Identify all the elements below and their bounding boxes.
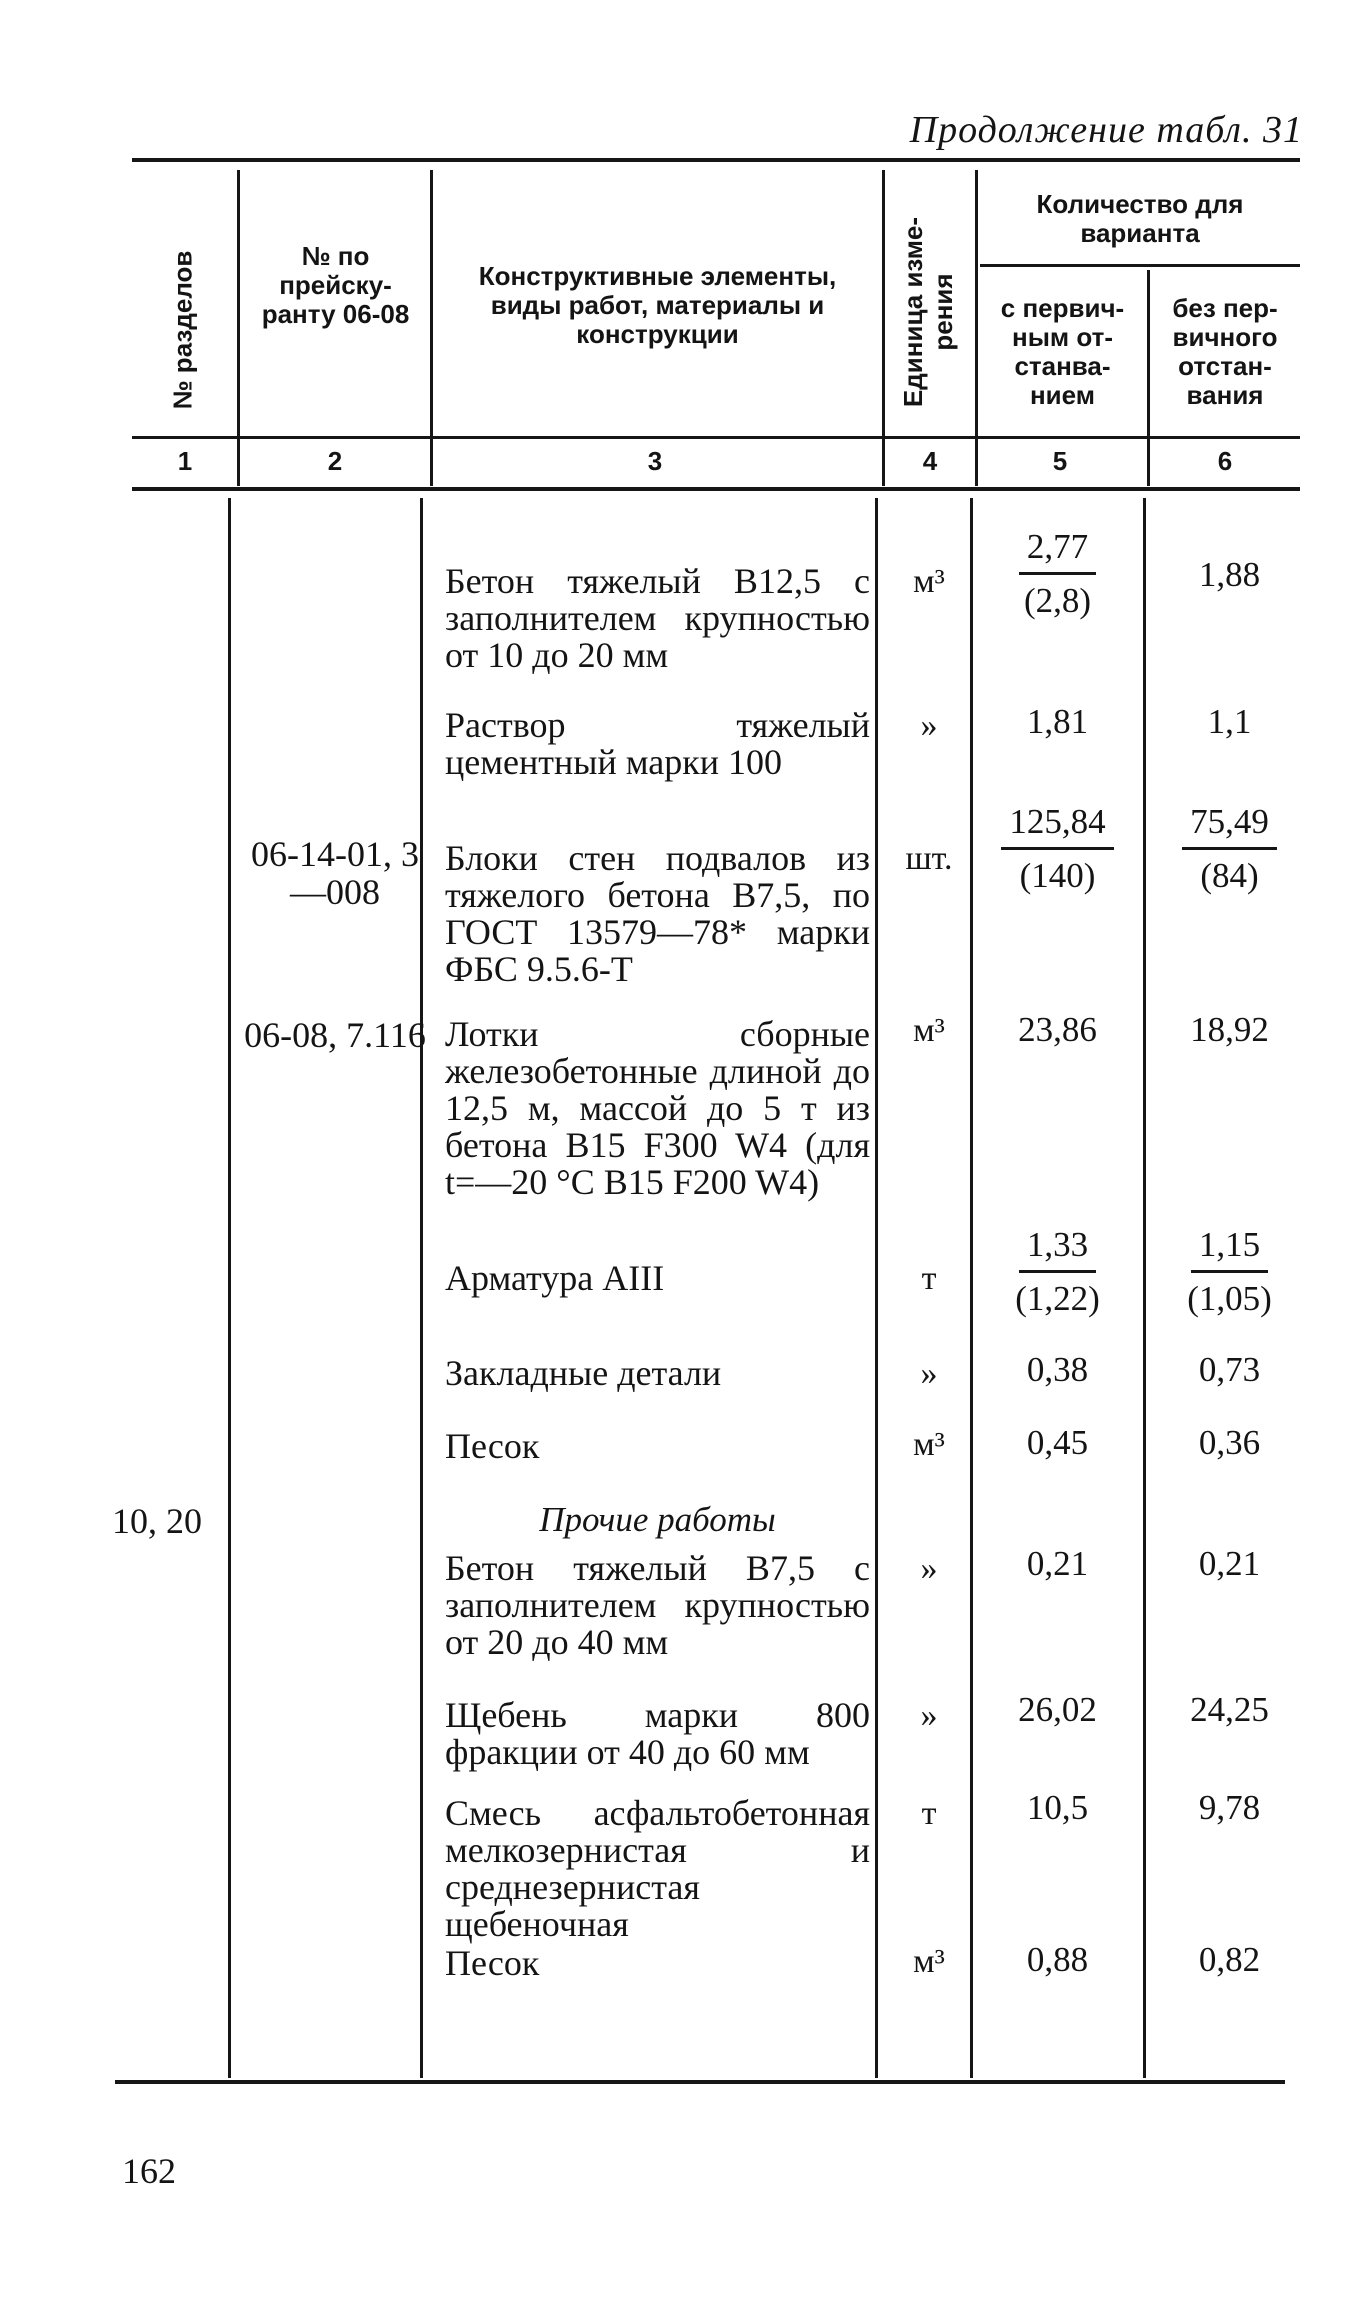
row-value-5: 0,45 [1026,1423,1089,1462]
row-value-6 [1147,1225,1312,1319]
page-number: 162 [122,2151,176,2191]
header-divider-3 [882,170,885,486]
row-unit: шт. [905,840,953,877]
row-unit: т [921,1260,937,1297]
value-numerator: 75,49 [1182,802,1277,850]
header-elements: Конструктивные элементы, виды работ, материалы и конструкции [478,261,837,349]
row-description: Раствор тяжелый цементный марки 100 [445,705,870,782]
row-value-6: 0,36 [1198,1423,1261,1462]
colnum-1: 1 [177,446,193,476]
header-without-settling: без пер-вичного отстан-вания [1172,293,1278,410]
row-unit: м³ [913,1012,945,1049]
section-number: 10, 20 [112,1501,202,1541]
row-unit: » [920,1550,938,1587]
value-numerator: 2,77 [1019,527,1096,575]
row-value-5: 0,21 [1026,1544,1089,1583]
value-numerator: 1,15 [1191,1225,1268,1273]
colnum-3: 3 [647,446,663,476]
header-unit: Единица изме-рения [898,216,958,408]
row-unit: » [920,1697,938,1734]
row-description: Блоки стен подвалов из тяжелого бетона В7,5, по ГОСТ 13579—78* марки ФБС 9.5.6-Т [445,838,870,989]
row-value-6: 18,92 [1190,1010,1269,1049]
header-divider-1 [237,170,240,486]
body-divider-1 [228,498,231,2078]
row-value-6: 9,78 [1198,1788,1261,1827]
colnum-6: 6 [1217,446,1233,476]
colnum-4: 4 [922,446,938,476]
row-value-5: 10,5 [1026,1788,1089,1827]
row-description: Бетон тяжелый В7,5 с заполнителем крупностью от 20 до 40 мм [445,1548,870,1662]
table-bottom-rule [115,2080,1285,2084]
colnum-5: 5 [1052,446,1068,476]
subheading-other-works: Прочие работы [539,1500,776,1539]
row-value-5: 1,81 [1026,702,1089,741]
header-divider-5 [1147,270,1150,486]
value-numerator: 125,84 [1001,802,1113,850]
body-divider-5 [1143,498,1146,2078]
row-unit: м³ [913,563,945,600]
row-value-5: 0,88 [1026,1940,1089,1979]
row-unit: » [920,707,938,744]
row-description: Арматура АIII [445,1258,665,1298]
price-list-ref-2: 06-08, 7.116 [244,1015,426,1055]
row-value-5 [975,527,1140,621]
row-value-5: 0,38 [1026,1350,1089,1389]
row-description: Бетон тяжелый В12,5 с заполнителем крупностью от 10 до 20 мм [445,561,870,675]
row-value-5: 23,86 [1018,1010,1097,1049]
row-value-5: 26,02 [1018,1690,1097,1729]
row-description: Песок [445,1426,540,1466]
row-description: Щебень марки 800 фракции от 40 до 60 мм [445,1695,870,1772]
row-unit: м³ [913,1943,945,1980]
body-divider-3 [875,498,878,2078]
value-denominator: (84) [1200,856,1259,895]
row-value-6: 1,88 [1198,555,1261,594]
row-value-5 [975,1225,1140,1319]
row-description: Смесь асфальтобетонная мелкозернистая и среднезернистая щебеночная [445,1793,870,1944]
header-divider-4 [975,170,978,486]
header-price-list: № по прейску-ранту 06-08 [261,241,410,329]
header-section-number: № разделов [167,250,198,410]
value-denominator: (140) [1019,856,1096,895]
row-unit: м³ [913,1426,945,1463]
colnum-2: 2 [327,446,343,476]
header-with-settling: с первич-ным от-станва-нием [1000,293,1125,410]
value-denominator: (2,8) [1023,581,1092,620]
row-value-5 [975,802,1140,896]
value-denominator: (1,22) [1015,1279,1100,1318]
header-divider-2 [430,170,433,486]
value-numerator: 1,33 [1019,1225,1096,1273]
row-value-6 [1147,802,1312,896]
table-caption: Продолжение табл. 31 [909,109,1303,151]
header-bottom-rule [132,436,1300,439]
header-quantity: Количество для варианта [1036,189,1244,248]
colnum-bottom-rule [132,487,1300,491]
row-unit: т [921,1795,937,1832]
row-description: Закладные детали [445,1353,722,1393]
table-top-rule [132,158,1300,162]
row-unit: » [920,1355,938,1392]
row-value-6: 0,73 [1198,1350,1261,1389]
body-divider-2 [420,498,423,2078]
row-value-6: 0,21 [1198,1544,1261,1583]
price-list-ref-1: 06-14-01, 3—008 [251,834,419,912]
qty-header-rule [980,264,1300,267]
row-value-6: 1,1 [1207,702,1252,741]
row-value-6: 24,25 [1190,1690,1269,1729]
row-value-6: 0,82 [1198,1940,1261,1979]
row-description: Песок [445,1943,540,1983]
value-denominator: (1,05) [1187,1279,1272,1318]
row-description: Лотки сборные железобетонные длиной до 12,5 м, массой до 5 т из бетона В15 F300 W4 (для t=—20 °С В15 F200 W4) [445,1014,870,1202]
